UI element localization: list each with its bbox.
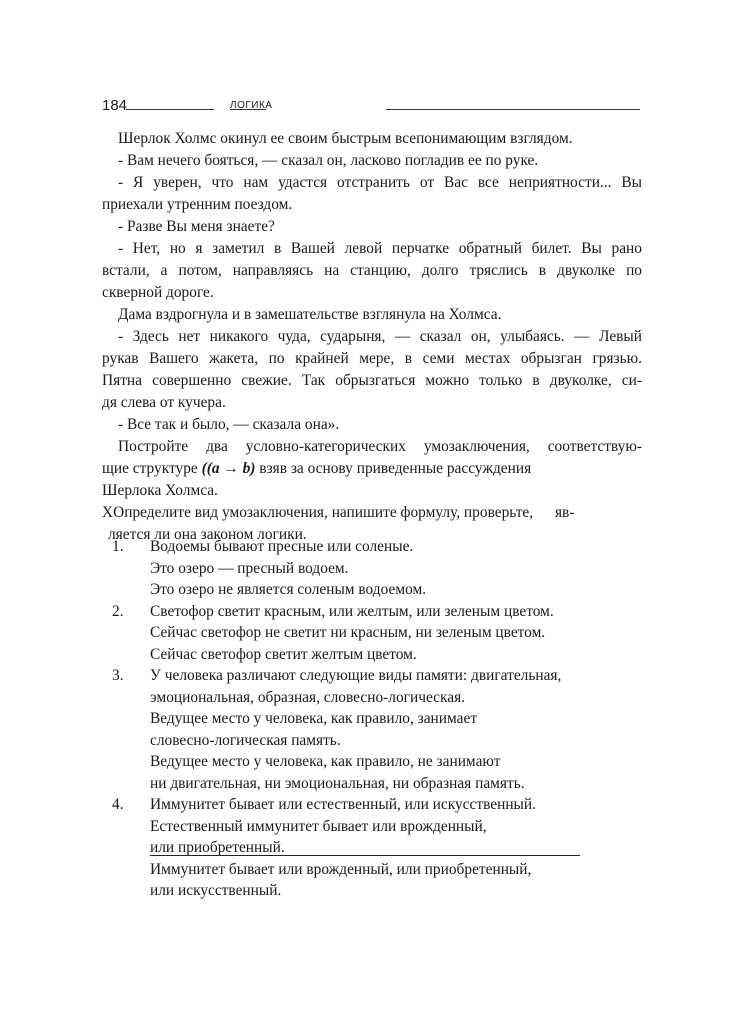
item-line: Это озеро не является соленым водоемом. xyxy=(150,581,427,598)
task-text: щие структуре xyxy=(102,460,198,477)
task-text: взяв за основу приведенные рассуждения xyxy=(259,460,532,477)
item-line: Естественный иммунитет бывает или врожденный, xyxy=(150,817,487,835)
item-line: Ведущее место у человека, как правило, занимает xyxy=(150,710,478,727)
item-line: Иммунитет бывает или естественный, или искусственный. xyxy=(150,796,536,813)
item-line: Светофор светит красным, или желтым, или зеленым цветом. xyxy=(150,602,554,620)
paragraph-line: дя слева от кучера. xyxy=(102,394,226,411)
header-rule xyxy=(386,109,640,110)
item-number: 4. xyxy=(112,796,124,813)
item-number: 2. xyxy=(112,602,124,620)
paragraph-line: Дама вздрогнула и в замешательстве взглянула на Холмса. xyxy=(118,306,502,323)
paragraph-line: - Нет, но я заметил в Вашей левой перчатке обратный билет. Вы рано xyxy=(118,240,642,257)
item-line: Водоемы бывают пресные или соленые. xyxy=(150,538,414,555)
running-title: ЛОГИКА xyxy=(230,100,273,111)
marker-x: X xyxy=(102,504,114,521)
main-text xyxy=(102,128,642,546)
task-line xyxy=(102,502,642,524)
item-line: эмоциональная, образная, словесно-логическая. xyxy=(150,688,465,706)
item-line: Это озеро — пресный водоем. xyxy=(150,559,349,577)
list-item xyxy=(102,601,642,666)
page-header xyxy=(102,97,640,113)
underline-rule xyxy=(150,855,580,856)
paragraph-line: Шерлок Холмс окинул ее своим быстрым всепонимающим взглядом. xyxy=(118,130,573,147)
list-item xyxy=(102,536,642,601)
item-number: 1. xyxy=(112,538,124,555)
item-line: Иммунитет бывает или врожденный, или приобретенный, xyxy=(150,860,532,878)
item-line: или приобретенный. xyxy=(150,839,285,856)
paragraph-line: Постройте два условно-категорических умозаключения, соответствую- xyxy=(118,438,642,455)
item-line: У человека различают следующие виды памяти: двигательная, xyxy=(150,667,562,684)
exercise-list xyxy=(102,536,642,902)
item-line: ни двигательная, ни эмоциональная, ни образная память. xyxy=(150,774,525,792)
item-line: словесно-логическая память. xyxy=(150,731,341,749)
list-item xyxy=(102,665,642,794)
paragraph-line: скверной дороге. xyxy=(102,284,214,301)
paragraph-line: Пятна совершенно свежие. Так обрызгаться можно только в двуколке, си- xyxy=(102,372,642,389)
paragraph-line: - Здесь нет никакого чуда, сударыня, — сказал он, улыбаясь. — Левый xyxy=(118,328,642,345)
item-number: 3. xyxy=(112,667,124,684)
paragraph-line: - Я уверен, что нам удастся отстранить от Вас все неприятности... Вы xyxy=(118,174,642,191)
paragraph-line: встали, а потом, направляясь на станцию, долго тряслись в двуколке по xyxy=(102,262,642,279)
task-line: ляется ли она законом логики. xyxy=(108,526,307,543)
structure-formula: ((a → b) xyxy=(201,460,256,477)
item-line: Ведущее место у человека, как правило, не занимают xyxy=(150,753,501,770)
page-number: 184 xyxy=(102,97,128,114)
task-line: Шерлока Холмса. xyxy=(102,482,218,499)
task-text: яв- xyxy=(554,504,575,521)
paragraph-line: - Разве Вы меня знаете? xyxy=(118,218,275,235)
task-text: Определите вид умозаключения, напишите формулу, проверьте, xyxy=(113,504,534,521)
task-line xyxy=(102,458,642,480)
list-item xyxy=(102,794,642,902)
paragraph-line: - Все так и было, — сказала она». xyxy=(118,416,340,433)
paragraph-line: рукав Вашего жакета, по крайней мере, в семи местах обрызган грязью. xyxy=(102,350,642,367)
item-line: или искусственный. xyxy=(150,882,282,899)
item-line: Сейчас светофор светит желтым цветом. xyxy=(150,645,417,663)
paragraph-line: - Вам нечего бояться, — сказал он, ласково погладив ее по руке. xyxy=(118,152,539,169)
header-rule xyxy=(126,109,214,110)
item-line: Сейчас светофор не светит ни красным, ни зеленым цветом. xyxy=(150,624,546,641)
paragraph-line: приехали утренним поездом. xyxy=(102,196,293,213)
